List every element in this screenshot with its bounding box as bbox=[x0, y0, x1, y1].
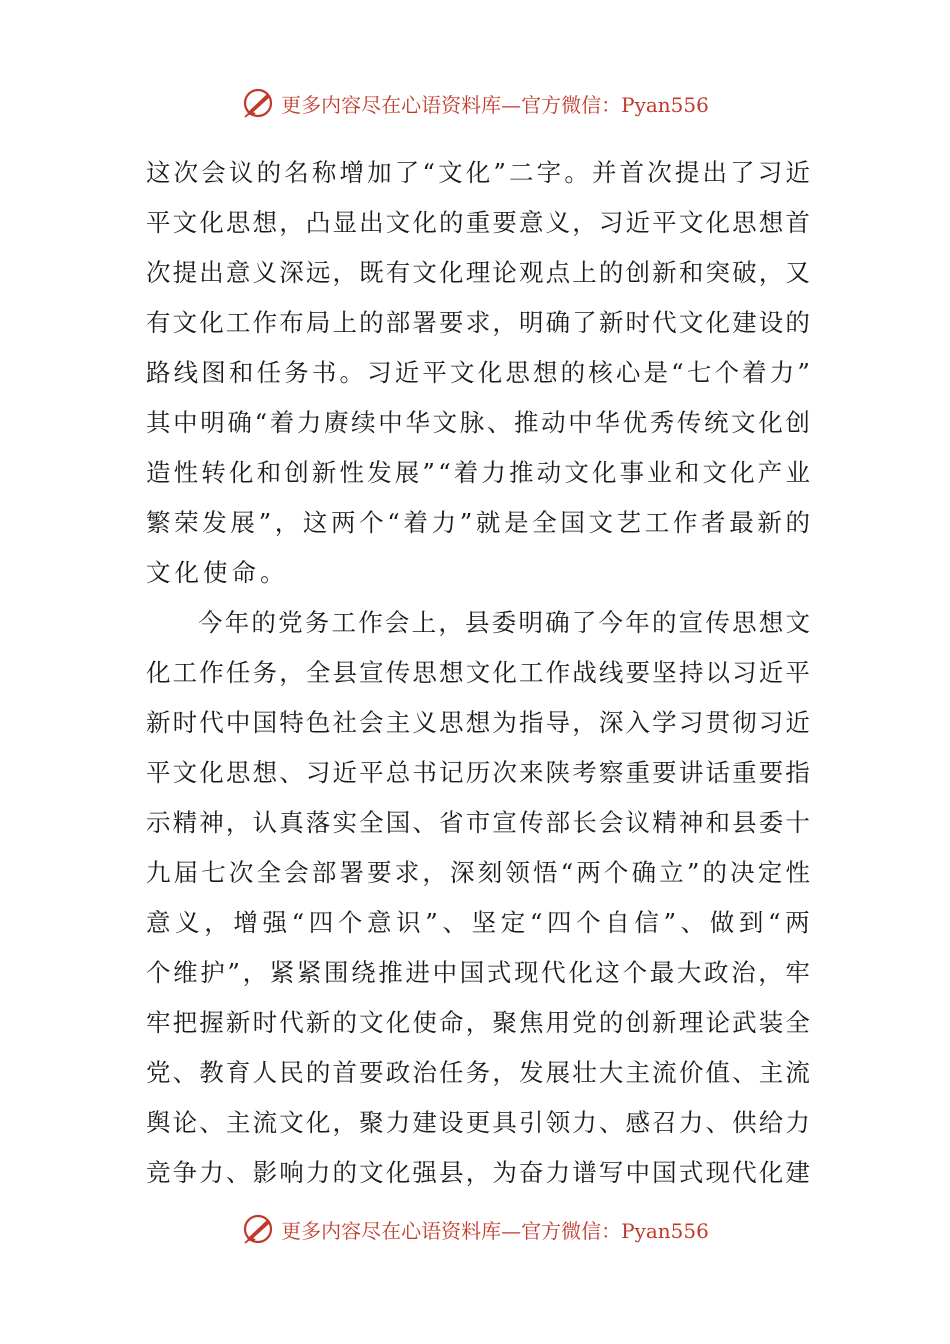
document-body bbox=[146, 148, 810, 1198]
footer-watermark bbox=[0, 1209, 950, 1249]
pen-circle-logo-icon bbox=[241, 86, 275, 120]
paragraph-line: 平 文 化 思 想 ， 凸 显 出 文 化 的 重 要 意 义 ， 习 近 平 文 化 思 想 首 bbox=[146, 208, 810, 237]
watermark-text: 更多内容尽在心语资料库—官方微信：Pyan556 bbox=[281, 1218, 709, 1243]
paragraph-line: 繁 荣 发 展 ” ， 这 两 个 “ 着 力 ” 就 是 全 国 文 艺 工 作 者 最 新 的 bbox=[146, 508, 810, 537]
paragraph-line: 今 年 的 党 务 工 作 会 上 ， 县 委 明 确 了 今 年 的 宣 传 思 想 文 bbox=[198, 608, 810, 637]
paragraph bbox=[146, 598, 810, 1198]
paragraph-line: 文化使命。 bbox=[146, 558, 289, 587]
paragraph bbox=[146, 148, 810, 598]
paragraph-line: 意 义 ， 增 强 “ 四 个 意 识 ” 、 坚 定 “ 四 个 自 信 ” 、 做 到 “ 两 bbox=[146, 908, 810, 937]
paragraph-line: 平 文 化 思 想 、 习 近 平 总 书 记 历 次 来 陕 考 察 重 要 讲 话 重 要 指 bbox=[146, 758, 810, 787]
paragraph-line: 新 时 代 中 国 特 色 社 会 主 义 思 想 为 指 导 ， 深 入 学 习 贯 彻 习 近 bbox=[146, 708, 810, 737]
paragraph-line: 九 届 七 次 全 会 部 署 要 求 ， 深 刻 领 悟 “ 两 个 确 立 ” 的 决 定 性 bbox=[146, 858, 810, 887]
pen-circle-logo-icon bbox=[241, 1212, 275, 1246]
paragraph-line: 路 线 图 和 任 务 书 。 习 近 平 文 化 思 想 的 核 心 是 “ 七 个 着 力 ” bbox=[146, 358, 810, 387]
paragraph-line: 其 中 明 确 “ 着 力 赓 续 中 华 文 脉 、 推 动 中 华 优 秀 传 统 文 化 创 bbox=[146, 408, 810, 437]
paragraph-line: 示 精 神 ， 认 真 落 实 全 国 、 省 市 宣 传 部 长 会 议 精 神 和 县 委 十 bbox=[146, 808, 810, 837]
paragraph-line: 有 文 化 工 作 布 局 上 的 部 署 要 求 ， 明 确 了 新 时 代 文 化 建 设 的 bbox=[146, 308, 810, 337]
paragraph-line: 这 次 会 议 的 名 称 增 加 了 “ 文 化 ” 二 字 。 并 首 次 提 出 了 习 近 bbox=[146, 158, 810, 187]
header-watermark bbox=[0, 83, 950, 123]
paragraph-line: 造 性 转 化 和 创 新 性 发 展 ” “ 着 力 推 动 文 化 事 业 和 文 化 产 业 bbox=[146, 458, 810, 487]
paragraph-line: 竞 争 力 、 影 响 力 的 文 化 强 县 ， 为 奋 力 谱 写 中 国 式 现 代 化 建 bbox=[146, 1158, 810, 1187]
paragraph-line: 化 工 作 任 务 ， 全 县 宣 传 思 想 文 化 工 作 战 线 要 坚 持 以 习 近 平 bbox=[146, 658, 810, 687]
paragraph-line: 党 、 教 育 人 民 的 首 要 政 治 任 务 ， 发 展 壮 大 主 流 价 值 、 主 流 bbox=[146, 1058, 810, 1087]
paragraph-line: 牢 把 握 新 时 代 新 的 文 化 使 命 ， 聚 焦 用 党 的 创 新 理 论 武 装 全 bbox=[146, 1008, 810, 1037]
paragraph-line: 次 提 出 意 义 深 远 ， 既 有 文 化 理 论 观 点 上 的 创 新 和 突 破 ， 又 bbox=[146, 258, 810, 287]
paragraph-line: 舆 论 、 主 流 文 化 ， 聚 力 建 设 更 具 引 领 力 、 感 召 力 、 供 给 力 bbox=[146, 1108, 810, 1137]
watermark-text: 更多内容尽在心语资料库—官方微信：Pyan556 bbox=[281, 92, 709, 117]
paragraph-line: 个 维 护 ” ， 紧 紧 围 绕 推 进 中 国 式 现 代 化 这 个 最 大 政 治 ， 牢 bbox=[146, 958, 810, 987]
